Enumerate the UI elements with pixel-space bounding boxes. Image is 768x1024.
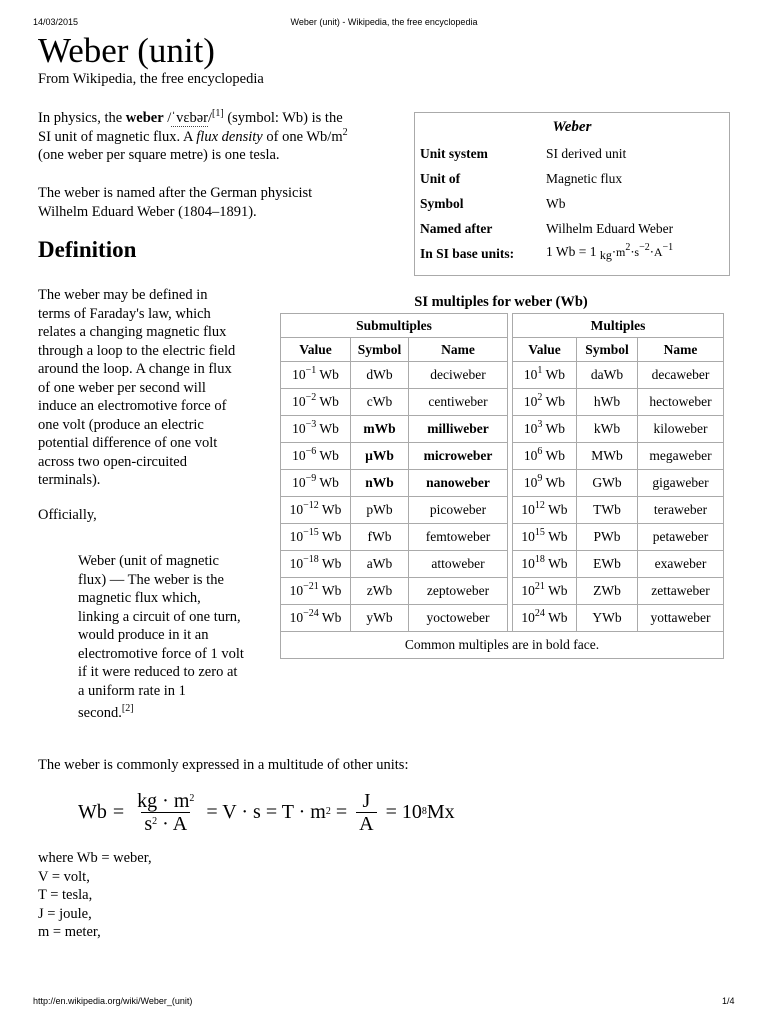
mul-value: $10^9$ Wb: [513, 470, 577, 497]
mul-name[interactable]: decaweber: [638, 362, 724, 389]
sub-value: $10^{-12}$ Wb: [281, 497, 351, 524]
mul-symbol: daWb: [577, 362, 638, 389]
infobox-value: Wb: [546, 195, 566, 211]
text-line: through a loop to the electric field: [38, 342, 236, 359]
mul-value: $10^{21}$ Wb: [513, 578, 577, 605]
ref-1[interactable]: [1]: [212, 108, 224, 119]
unit-definition-line: where Wb = weber,: [38, 850, 152, 866]
infobox: [414, 112, 730, 276]
infobox-value: 1 Wb = 1 $kg\cdot m^2\cdot s^{-2}\cdot A^{-1}$: [546, 242, 674, 262]
sub-symbol: fWb: [351, 524, 409, 551]
intro-paragraph-2: The weber is named after the German physicist Wilhelm Eduard Weber (1804–1891).: [38, 185, 313, 220]
mul-symbol: PWb: [577, 524, 638, 551]
mul-symbol: EWb: [577, 551, 638, 578]
si-table-row: [281, 443, 724, 470]
si-table-row: [281, 605, 724, 632]
other-units-intro: The weber is commonly expressed in a multitude of other units:: [38, 757, 409, 773]
infobox-label: Named after: [420, 220, 493, 236]
text-line: of one weber per second will: [38, 379, 206, 396]
page-title: Weber (unit): [38, 31, 215, 70]
infobox-row: [420, 191, 673, 216]
mul-symbol: YWb: [577, 605, 638, 632]
section-heading-definition: Definition: [38, 237, 137, 262]
si-table-row: [281, 497, 724, 524]
infobox-value: Wilhelm Eduard Weber: [546, 220, 674, 236]
mul-value: $10^{18}$ Wb: [513, 551, 577, 578]
si-table-row: [281, 362, 724, 389]
sub-value: $10^{-3}$ Wb: [281, 416, 351, 443]
sub-name[interactable]: zeptoweber: [409, 578, 508, 605]
infobox-value: Magnetic flux: [546, 170, 623, 186]
intro-paragraph: In physics, the weber /ˈvɛbər/[1] (symbol: Wb) is the SI unit of magnetic flux. A flux density of one $Wb/m^2$ (one weber per square metre) is one tesla.: [38, 108, 348, 163]
mul-name[interactable]: kiloweber: [638, 416, 724, 443]
mul-value: $10^{15}$ Wb: [513, 524, 577, 551]
sub-symbol: nWb: [351, 470, 409, 497]
col-value: Value: [513, 338, 577, 362]
mul-name[interactable]: zettaweber: [638, 578, 724, 605]
quote-line: would produce in it an: [78, 627, 209, 643]
text-line: terms of Faraday's law, which: [38, 305, 211, 322]
mul-name[interactable]: hectoweber: [638, 389, 724, 416]
si-table-row: [281, 389, 724, 416]
sub-value: $10^{-15}$ Wb: [281, 524, 351, 551]
mul-value: $10^3$ Wb: [513, 416, 577, 443]
sub-name[interactable]: attoweber: [409, 551, 508, 578]
text-line: one volt (produce an electric: [38, 416, 204, 433]
quote-line: flux) — The weber is the: [78, 571, 224, 588]
unit-definition-line: J = joule,: [38, 905, 92, 922]
unit-equivalence-formula: Wb = $\frac{kg \cdot m^2}{s^2 \cdot A}$ = V · s = T · m 2 = $\frac{J}{A}$ = 10 8 Mx: [78, 789, 455, 835]
mul-name[interactable]: megaweber: [638, 443, 724, 470]
col-name: Name: [638, 338, 724, 362]
col-symbol: Symbol: [577, 338, 638, 362]
quote-line: electromotive force of 1 volt: [78, 645, 244, 662]
print-date: 14/03/2015: [33, 17, 79, 27]
text-line: potential difference of one volt: [38, 435, 218, 451]
text-line: relates a changing magnetic flux: [38, 324, 227, 340]
definition-quote: Weber (unit of magnetic flux) — The weber is the magnetic flux which, linking a circuit of one turn, would produce in it an electromotive force of 1 volt if it were reduced to zero at a uniform rate in 1 second.[2]: [78, 552, 278, 723]
sub-value: $10^{-1}$ Wb: [281, 362, 351, 389]
unit-definitions-list: [38, 849, 152, 942]
mul-name[interactable]: yottaweber: [638, 605, 724, 632]
quote-line: magnetic flux which,: [78, 590, 201, 606]
mul-symbol: MWb: [577, 443, 638, 470]
sub-name[interactable]: nanoweber: [409, 470, 508, 497]
infobox-label: Unit system: [420, 145, 488, 161]
unit-definition-line: V = volt,: [38, 868, 90, 885]
unit-definition-line: T = tesla,: [38, 887, 93, 903]
fraction-kgm2-s2a: $\frac{kg \cdot m^2}{s^2 \cdot A}$: [137, 789, 195, 835]
mul-symbol: hWb: [577, 389, 638, 416]
sub-symbol: zWb: [351, 578, 409, 605]
sub-value: $10^{-6}$ Wb: [281, 443, 351, 470]
multiples-header: Multiples: [513, 314, 724, 338]
text-line: induce an electromotive force of: [38, 398, 227, 414]
mul-name[interactable]: teraweber: [638, 497, 724, 524]
print-doc-title: Weber (unit) - Wikipedia, the free encyclopedia: [290, 17, 478, 27]
infobox-value: SI derived unit: [546, 145, 627, 161]
mul-name[interactable]: petaweber: [638, 524, 724, 551]
definition-paragraph: [38, 286, 274, 490]
col-value: Value: [281, 338, 351, 362]
sub-symbol: aWb: [351, 551, 409, 578]
sub-name[interactable]: microweber: [409, 443, 508, 470]
col-name: Name: [409, 338, 508, 362]
text-line: around the loop. A change in flux: [38, 361, 232, 377]
quote-line: a uniform rate in 1: [78, 682, 186, 699]
sub-value: $10^{-18}$ Wb: [281, 551, 351, 578]
mul-value: $10^{24}$ Wb: [513, 605, 577, 632]
sub-name[interactable]: femtoweber: [409, 524, 508, 551]
mul-symbol: TWb: [577, 497, 638, 524]
mul-symbol: kWb: [577, 416, 638, 443]
mul-value: $10^1$ Wb: [513, 362, 577, 389]
infobox-title: Weber: [552, 119, 592, 135]
officially-text: Officially,: [38, 507, 97, 523]
sub-name[interactable]: centiweber: [409, 389, 508, 416]
si-table-row: [281, 470, 724, 497]
sub-name[interactable]: yoctoweber: [409, 605, 508, 632]
text-line: The weber may be defined in: [38, 287, 208, 303]
ref-2[interactable]: [2]: [121, 703, 134, 714]
footer-url[interactable]: http://en.wikipedia.org/wiki/Weber_(unit): [33, 996, 193, 1006]
sub-name[interactable]: milliweber: [409, 416, 508, 443]
sub-value: $10^{-9}$ Wb: [281, 470, 351, 497]
si-table-row: [281, 578, 724, 605]
fraction-j-a: $\frac{J}{A}$: [356, 790, 376, 835]
mul-symbol: GWb: [577, 470, 638, 497]
sub-name[interactable]: deciweber: [409, 362, 508, 389]
col-symbol: Symbol: [351, 338, 409, 362]
page-subtitle: From Wikipedia, the free encyclopedia: [38, 71, 264, 87]
infobox-row: [420, 216, 673, 241]
mul-value: $10^6$ Wb: [513, 443, 577, 470]
text-line: terminals).: [38, 472, 101, 488]
pronunciation-link[interactable]: ˈvɛbər: [171, 110, 208, 126]
si-table-row: [281, 551, 724, 578]
mul-value: $10^{12}$ Wb: [513, 497, 577, 524]
submultiples-header: Submultiples: [281, 314, 508, 338]
unit-definition-line: m = meter,: [38, 924, 101, 940]
si-table-row: [281, 416, 724, 443]
infobox-label: Symbol: [420, 195, 464, 211]
sub-symbol: cWb: [351, 389, 409, 416]
mul-name[interactable]: gigaweber: [638, 470, 724, 497]
sub-value: $10^{-24}$ Wb: [281, 605, 351, 632]
infobox-label: Unit of: [420, 170, 461, 186]
text-line: across two open-circuited: [38, 453, 187, 470]
quote-line: Weber (unit of magnetic: [78, 553, 219, 569]
si-table-caption: SI multiples for weber (Wb): [414, 294, 588, 310]
si-table-footnote: Common multiples are in bold face.: [281, 632, 724, 659]
sub-symbol: µWb: [351, 443, 409, 470]
infobox-row: [420, 166, 673, 191]
mul-name[interactable]: exaweber: [638, 551, 724, 578]
mul-value: $10^2$ Wb: [513, 389, 577, 416]
sub-name[interactable]: picoweber: [409, 497, 508, 524]
infobox-row: [420, 141, 673, 166]
sub-symbol: yWb: [351, 605, 409, 632]
page-number: 1/4: [722, 996, 735, 1006]
sub-value: $10^{-2}$ Wb: [281, 389, 351, 416]
sub-symbol: pWb: [351, 497, 409, 524]
sub-symbol: mWb: [351, 416, 409, 443]
infobox-label: In SI base units:: [420, 245, 515, 261]
quote-line: linking a circuit of one turn,: [78, 608, 241, 625]
mul-symbol: ZWb: [577, 578, 638, 605]
infobox-table: [420, 141, 673, 266]
quote-line: if it were reduced to zero at: [78, 664, 238, 680]
infobox-row-base-units: [420, 241, 673, 266]
si-table-row: [281, 524, 724, 551]
sub-symbol: dWb: [351, 362, 409, 389]
sub-value: $10^{-21}$ Wb: [281, 578, 351, 605]
si-multiples-table: [280, 313, 724, 659]
